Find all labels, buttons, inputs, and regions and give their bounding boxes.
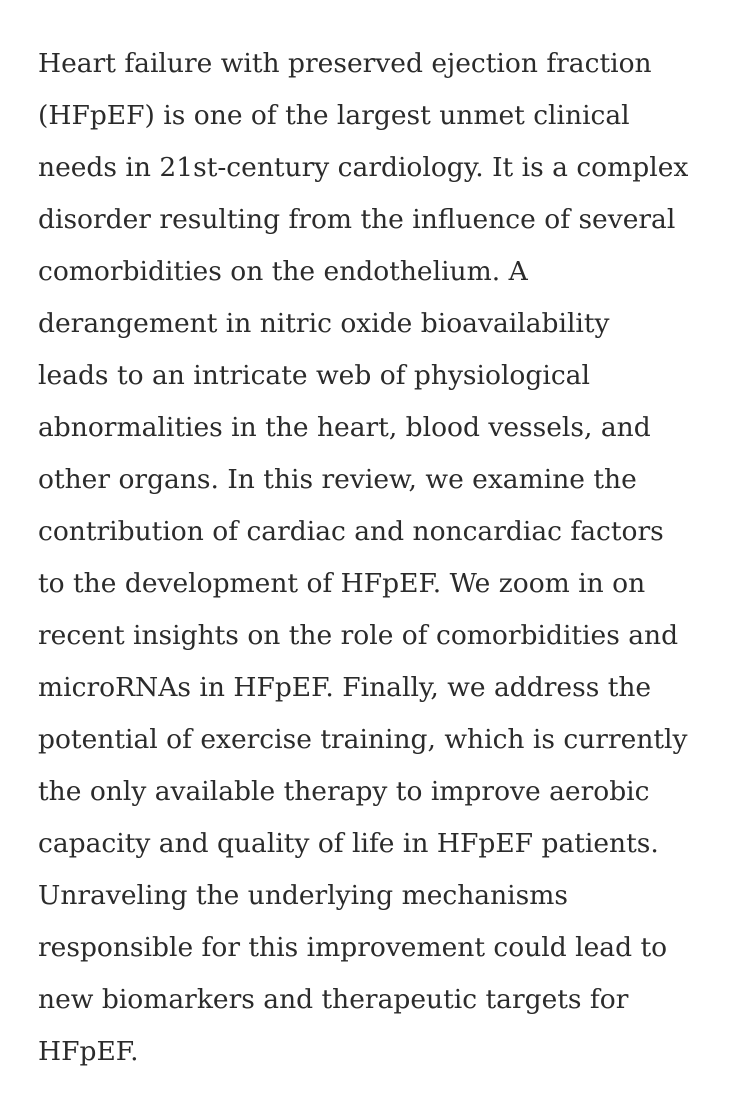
abstract-line: new biomarkers and therapeutic targets for <box>38 984 629 1015</box>
abstract-line: disorder resulting from the influence of several <box>38 204 676 235</box>
abstract-line: HFpEF. <box>38 1036 139 1067</box>
abstract-line: potential of exercise training, which is currently <box>38 724 688 755</box>
abstract-line: responsible for this improvement could lead to <box>38 932 668 963</box>
abstract-line: Unraveling the underlying mechanisms <box>38 880 568 911</box>
abstract-line: Heart failure with preserved ejection fraction <box>38 48 652 79</box>
abstract-line: to the development of HFpEF. We zoom in on <box>38 568 646 599</box>
abstract-line: comorbidities on the endothelium. A <box>38 256 528 287</box>
abstract-line: derangement in nitric oxide bioavailability <box>38 308 610 339</box>
abstract-line: needs in 21st-century cardiology. It is a complex <box>38 152 689 183</box>
abstract-line: recent insights on the role of comorbidities and <box>38 620 679 651</box>
abstract-line: microRNAs in HFpEF. Finally, we address the <box>38 672 652 703</box>
abstract-paragraph <box>38 38 738 1078</box>
abstract-line: (HFpEF) is one of the largest unmet clinical <box>38 100 630 131</box>
abstract-line: capacity and quality of life in HFpEF patients. <box>38 828 659 859</box>
abstract-line: other organs. In this review, we examine the <box>38 464 637 495</box>
abstract-line: leads to an intricate web of physiological <box>38 360 590 391</box>
abstract-line: contribution of cardiac and noncardiac factors <box>38 516 664 547</box>
abstract-line: abnormalities in the heart, blood vessels, and <box>38 412 651 443</box>
abstract-line: the only available therapy to improve aerobic <box>38 776 650 807</box>
